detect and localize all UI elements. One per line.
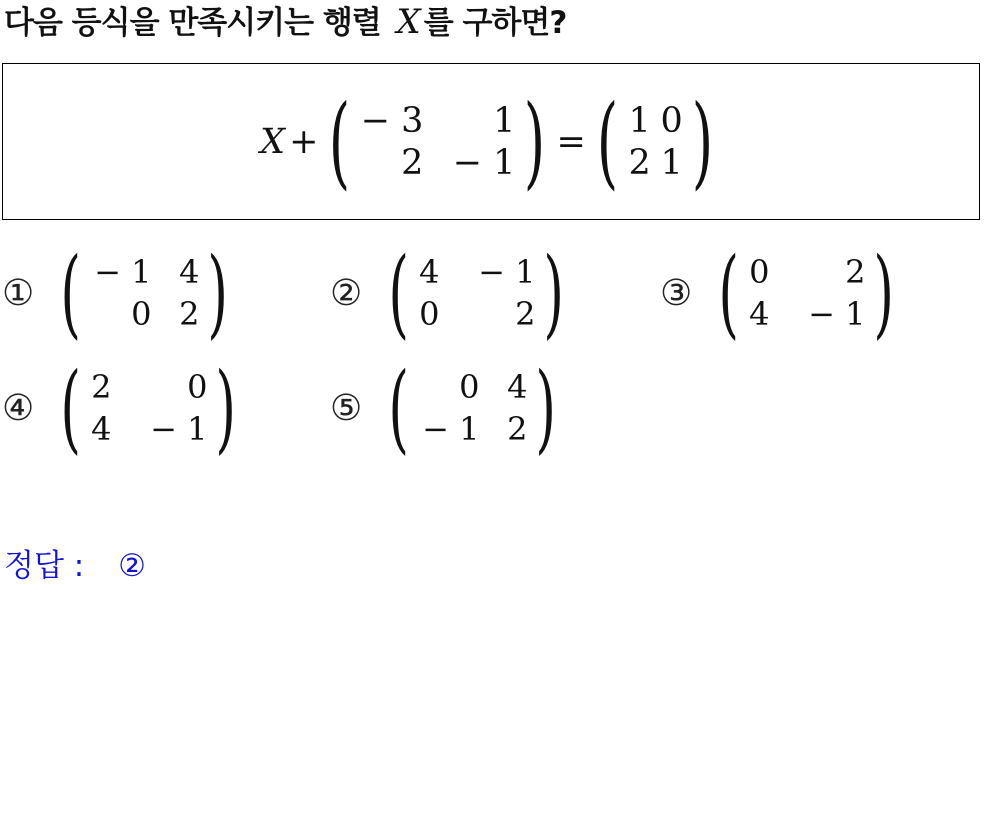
matrix-a-cell: 2 [401,143,424,183]
left-paren: ( [596,83,619,200]
choice-3[interactable] [660,237,903,349]
equals-sign: = [556,122,586,162]
left-paren: ( [388,352,410,464]
choice-marker: ③ [660,272,693,314]
matrix-cell: − 1 [808,295,866,333]
matrix-a-cell: − 1 [452,143,516,183]
matrix-cell: 2 [515,295,536,333]
choice-matrix [52,352,245,464]
matrix-cell: 2 [91,368,112,406]
equation [3,83,979,200]
choice-5[interactable] [330,352,565,464]
answer-label: 정답 : [4,548,85,584]
matrix-cell: − 1 [150,410,208,448]
matrix-b-cell: 1 [660,143,683,183]
answer-value: ② [118,548,146,584]
matrix-cell: 4 [91,410,112,448]
matrix-cell: 0 [187,368,208,406]
matrix-b-cell: 0 [660,101,683,141]
matrix-cell: 0 [131,295,152,333]
matrix-cell: − 1 [478,253,536,291]
matrix-b-cell: 1 [628,101,651,141]
question-suffix: 를 구하면? [423,5,567,41]
right-paren: ) [207,237,229,349]
choice-marker: ② [330,272,363,314]
right-paren: ) [691,83,714,200]
left-paren: ( [388,237,410,349]
matrix-a-cell: 1 [493,101,516,141]
matrix-a [320,83,554,200]
matrix-b [588,83,722,200]
right-paren: ) [535,352,557,464]
matrix-cell: 4 [507,368,528,406]
choice-matrix [710,237,903,349]
plus-sign: + [289,122,319,162]
choice-matrix [380,352,565,464]
question-text [4,0,566,45]
left-paren: ( [718,237,740,349]
question-prefix: 다음 등식을 만족시키는 행렬 [4,5,381,41]
right-paren: ) [524,83,546,200]
question-variable: X [396,2,420,42]
right-paren: ) [215,352,237,464]
answer-line [4,540,146,585]
matrix-cell: 2 [179,295,200,333]
choice-matrix [52,237,237,349]
matrix-cell: 0 [749,253,770,291]
matrix-cell: 2 [845,253,866,291]
matrix-cell: − 1 [94,253,152,291]
choice-4[interactable] [2,352,245,464]
choice-matrix [380,237,573,349]
equation-variable: X [260,122,286,162]
left-paren: ( [60,237,82,349]
matrix-cell: − 1 [422,410,480,448]
matrix-b-cell: 2 [628,143,651,183]
matrix-cell: 2 [507,410,528,448]
matrix-cell: 0 [419,295,440,333]
choice-1[interactable] [2,237,237,349]
matrix-cell: 4 [179,253,200,291]
left-paren: ( [60,352,82,464]
right-paren: ) [873,237,895,349]
left-paren: ( [329,83,351,200]
matrix-cell: 0 [459,368,480,406]
matrix-a-cell: − 3 [360,101,424,141]
matrix-cell: 4 [749,295,770,333]
matrix-cell: 4 [419,253,440,291]
equation-box [2,63,980,220]
choice-marker: ⑤ [330,387,363,429]
right-paren: ) [543,237,565,349]
choice-2[interactable] [330,237,573,349]
choice-marker: ① [2,272,35,314]
choice-marker: ④ [2,387,35,429]
